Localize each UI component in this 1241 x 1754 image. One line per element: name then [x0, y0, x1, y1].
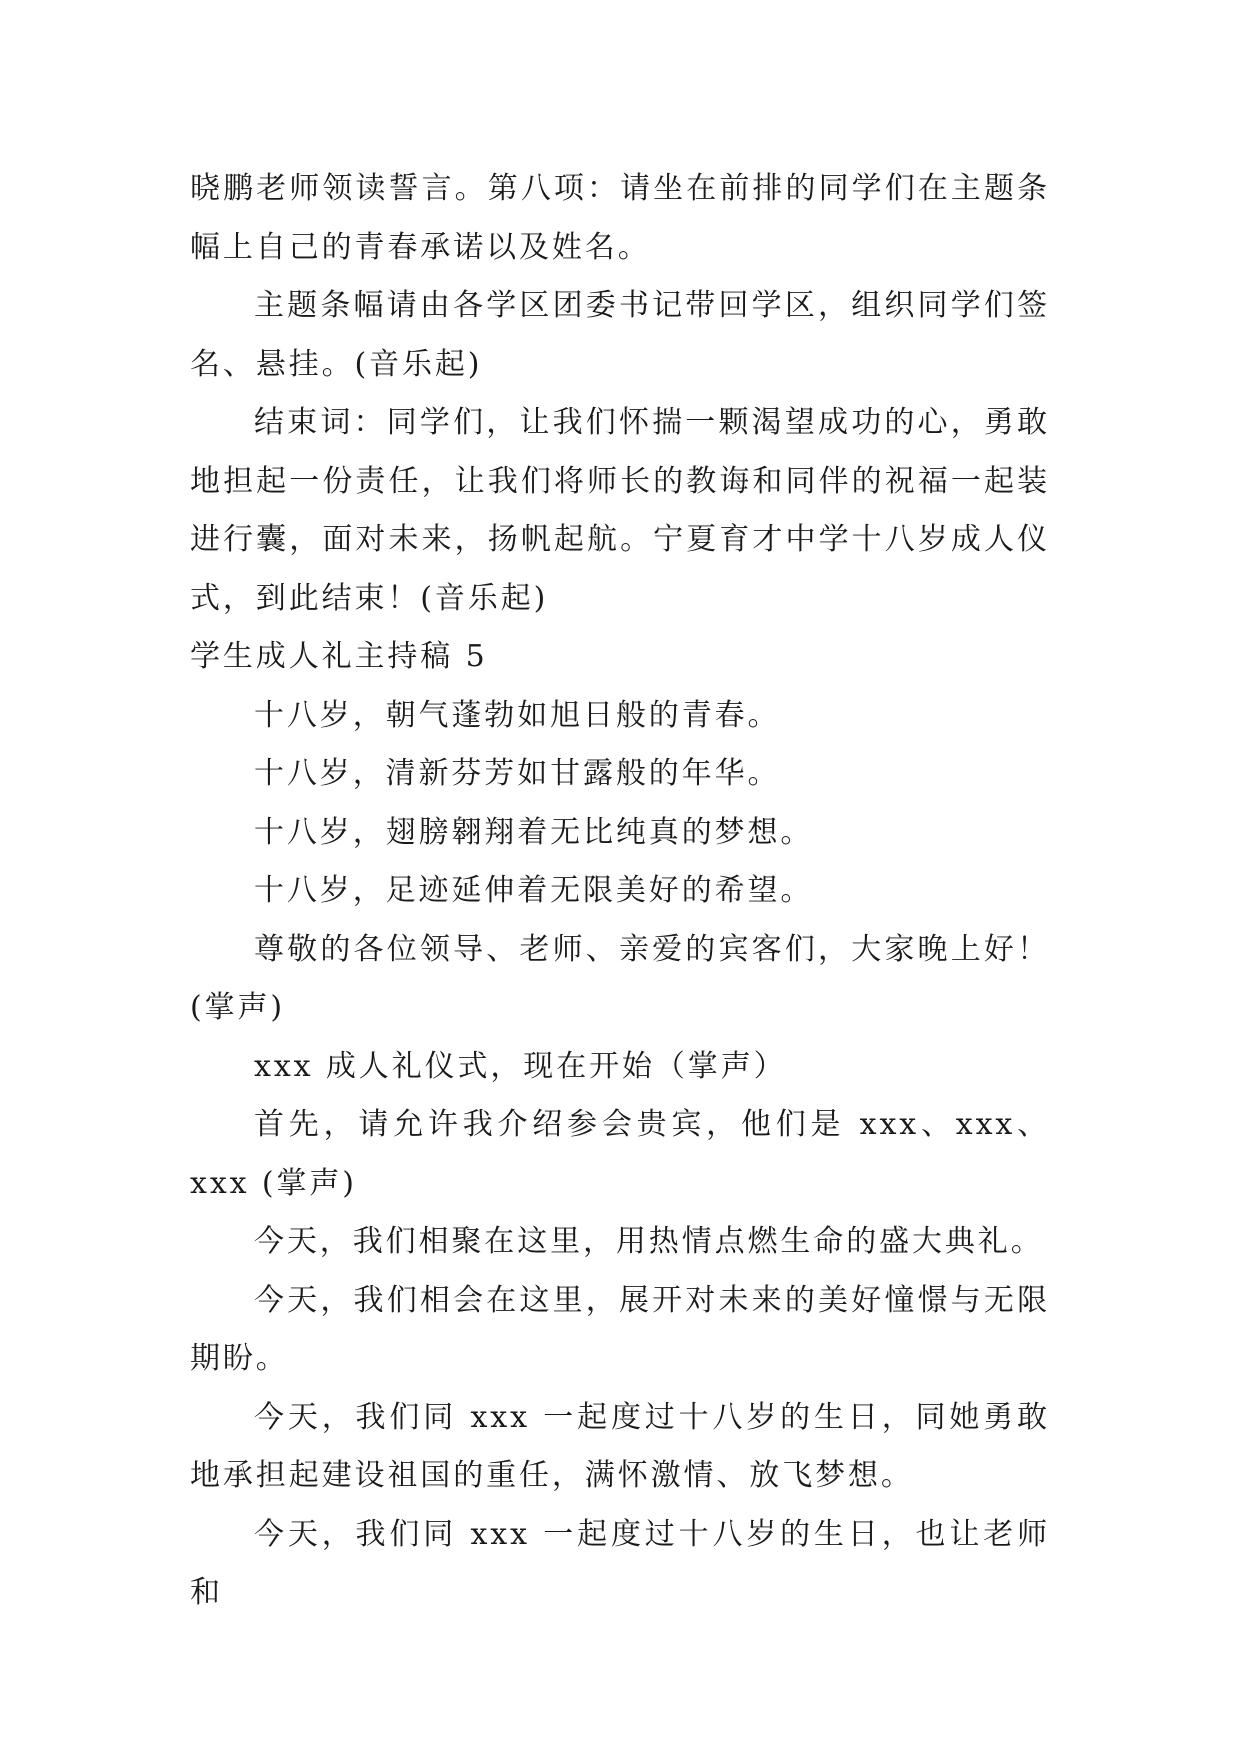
paragraph: 今天，我们相聚在这里，用热情点燃生命的盛大典礼。 — [254, 1224, 1044, 1259]
paragraph: 十八岁，朝气蓬勃如旭日般的青春。 — [254, 697, 781, 733]
document-body — [190, 160, 1050, 1623]
paragraph: 今天，我们同 xxx 一起度过十八岁的生日，也让老师和 — [190, 1516, 1050, 1610]
paragraph: 晓鹏老师领读誓言。第八项：请坐在前排的同学们在主题条幅上自己的青春承诺以及姓名。 — [190, 171, 1050, 265]
paragraph: 今天，我们相会在这里，展开对未来的美好憧憬与无限期盼。 — [190, 1282, 1050, 1376]
paragraph: 主题条幅请由各学区团委书记带回学区，组织同学们签名、悬挂。(音乐起) — [190, 288, 1050, 382]
paragraph: 十八岁，清新芬芳如甘露般的年华。 — [254, 756, 781, 791]
paragraph: 尊敬的各位领导、老师、亲爱的宾客们，大家晚上好！(掌声) — [190, 931, 1050, 1025]
paragraph: 结束词：同学们，让我们怀揣一颗渴望成功的心，勇敢地担起一份责任，让我们将师长的教诲和同伴的祝福一起装进行囊，面对未来，扬帆起航。宁夏育才中学十八岁成人仪式，到此结束！(音乐起) — [190, 405, 1050, 616]
paragraph: 今天，我们同 xxx 一起度过十八岁的生日，同她勇敢地承担起建设祖国的重任，满怀激情、放飞梦想。 — [190, 1399, 1050, 1493]
paragraph: 首先，请允许我介绍参会贵宾，他们是 xxx、xxx、xxx (掌声) — [190, 1107, 1050, 1201]
paragraph: 十八岁，足迹延伸着无限美好的希望。 — [254, 873, 814, 908]
section-heading: 学生成人礼主持稿 5 — [190, 639, 488, 674]
paragraph: xxx 成人礼仪式，现在开始（掌声） — [254, 1048, 787, 1084]
paragraph: 十八岁，翅膀翱翔着无比纯真的梦想。 — [254, 814, 814, 850]
